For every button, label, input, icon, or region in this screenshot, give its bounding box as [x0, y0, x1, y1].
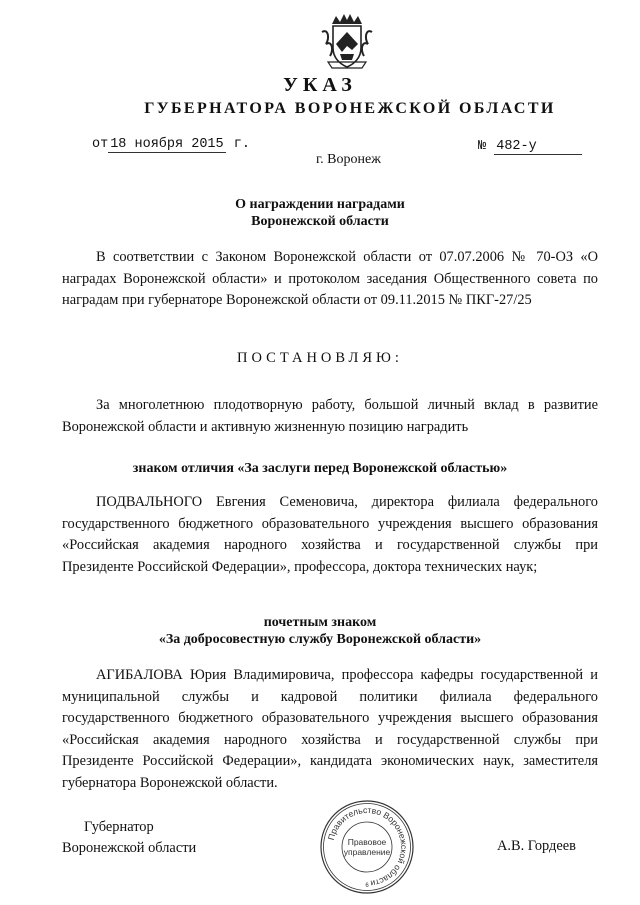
award2-title: [0, 614, 640, 648]
stamp-center-line2: управление: [343, 847, 391, 857]
intro-paragraph: За многолетнюю плодотворную работу, большой личный вклад в развитие Воронежской области и активную жизненную позицию наградить: [62, 397, 598, 435]
number-value: 482-у: [494, 139, 582, 155]
document-title: УКАЗ: [283, 74, 357, 96]
signature-position-line1: Губернатор: [84, 819, 154, 835]
stamp-mark: 6: [365, 883, 369, 889]
city-label: г. Воронеж: [316, 152, 381, 167]
signature-position-line2: Воронежской области: [62, 840, 197, 856]
doc-heading-line2: Воронежской области: [251, 214, 389, 229]
award1-paragraph: ПОДВАЛЬНОГО Евгения Семеновича, директора филиала федерального государственного бюджетного образовательного учреждения высшего образования «Российская академия народного хозяйства и государственной службы при Президенте Российской Федерации», профессора, доктора технических наук;: [62, 494, 598, 575]
preamble-paragraph: В соответствии с Законом Воронежской области от 07.07.2006 № 70-ОЗ «О наградах Воронежской области» и протоколом заседания Общественного совета по наградам при губернаторе Воронежской области от 09.11.2015 № ПКГ-27/25: [62, 249, 598, 309]
stamp-center-line1: Правовое: [347, 837, 387, 847]
stamp-ring-text: Правительство Воронежской области: [325, 804, 410, 889]
award2-title-line1: почетным знаком: [263, 615, 377, 630]
date-suffix: г.: [233, 137, 250, 152]
decree-word: ПОСТАНОВЛЯЮ:: [237, 350, 403, 366]
number-line: [478, 139, 582, 155]
date-line: [92, 137, 250, 152]
award2-paragraph: АГИБАЛОВА Юрия Владимировича, профессора кафедры государственной и муниципальной службы и кадровой политики филиала федерального государственного бюджетного образовательного учреждения высшего образования «Российская академия народного хозяйства и государственной службы при Президенте Российской Федерации», кандидата экономических наук, заместителя губернатора Воронежской области.: [62, 667, 598, 791]
doc-heading-line1: О награждении наградами: [235, 197, 405, 212]
official-stamp-icon: [318, 798, 416, 896]
signature-name: А.В. Гордеев: [497, 838, 576, 854]
signature-position: [62, 817, 196, 859]
award1-title: знаком отличия «За заслуги перед Воронежской областью»: [132, 461, 508, 476]
doc-heading: [0, 196, 640, 230]
document-subtitle: ГУБЕРНАТОРА ВОРОНЕЖСКОЙ ОБЛАСТИ: [144, 100, 556, 117]
date-prefix: от: [92, 137, 109, 152]
award2-title-line2: «За добросовестную службу Воронежской области»: [158, 632, 482, 647]
date-value: 18 ноября 2015: [110, 137, 224, 152]
number-prefix: №: [478, 139, 487, 154]
coat-of-arms-icon: [318, 10, 376, 72]
